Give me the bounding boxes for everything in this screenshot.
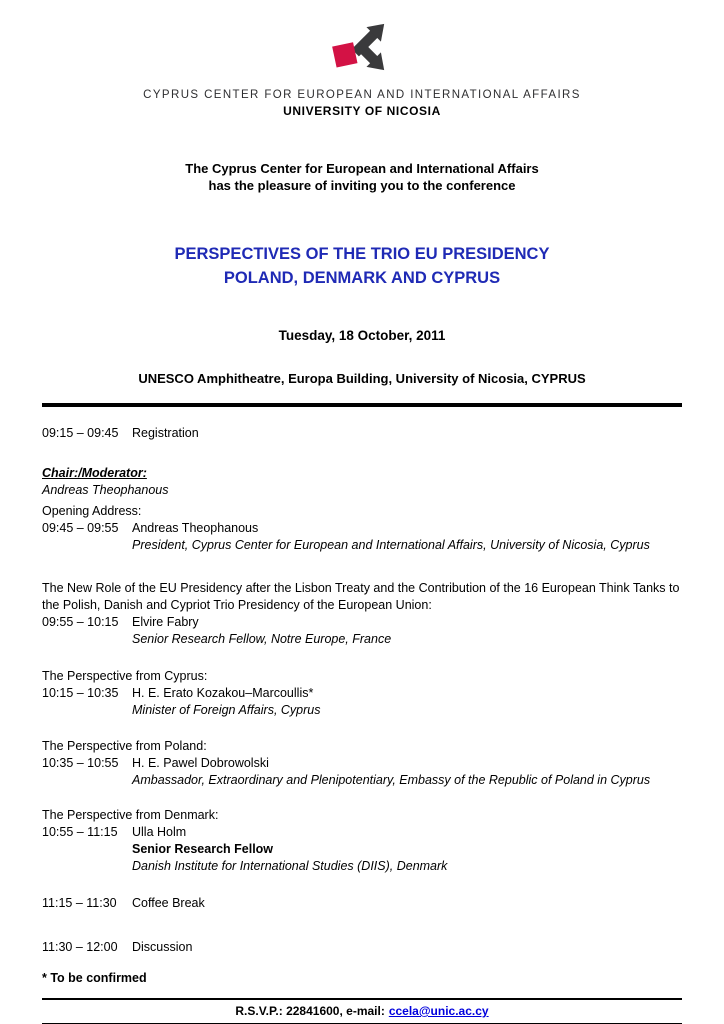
conference-venue: UNESCO Amphitheatre, Europa Building, University of Nicosia, CYPRUS bbox=[138, 371, 586, 386]
conference-title-line1: PERSPECTIVES OF THE TRIO EU PRESIDENCY bbox=[174, 245, 550, 263]
conference-title bbox=[42, 242, 682, 290]
schedule-row-cyprus bbox=[42, 685, 682, 702]
chair-name: Andreas Theophanous bbox=[42, 483, 169, 497]
opening-block bbox=[42, 503, 682, 554]
session-label: Registration bbox=[132, 426, 199, 440]
logo-icon bbox=[323, 14, 401, 80]
time-range: 11:15 – 11:30 bbox=[42, 896, 117, 910]
time-range: 09:55 – 10:15 bbox=[42, 615, 119, 629]
section-heading: The Perspective from Cyprus: bbox=[42, 669, 208, 683]
schedule-row-coffee bbox=[42, 895, 682, 912]
speaker-role: Senior Research Fellow, Notre Europe, France bbox=[132, 632, 392, 646]
session-label: Coffee Break bbox=[132, 896, 205, 910]
invitation-text bbox=[42, 160, 682, 194]
time-range: 10:55 – 11:15 bbox=[42, 825, 118, 839]
speaker-role: Ambassador, Extraordinary and Plenipotentiary, Embassy of the Republic of Poland in Cyprus bbox=[132, 773, 651, 787]
schedule bbox=[42, 425, 682, 956]
conference-date: Tuesday, 18 October, 2011 bbox=[278, 328, 446, 343]
rsvp-line bbox=[42, 1000, 682, 1023]
divider-thick bbox=[42, 403, 682, 407]
rsvp-email-link[interactable]: ccela@unic.ac.cy bbox=[388, 1004, 489, 1018]
schedule-row-denmark bbox=[42, 824, 682, 841]
schedule-row-poland bbox=[42, 755, 682, 772]
chair-block bbox=[42, 465, 682, 499]
chair-heading: Chair:/Moderator: bbox=[42, 466, 147, 480]
footnote: * To be confirmed bbox=[42, 971, 147, 985]
letterhead bbox=[42, 14, 682, 118]
section-heading: Opening Address: bbox=[42, 504, 142, 518]
rsvp-section bbox=[42, 998, 682, 1024]
schedule-row-think-tanks bbox=[42, 614, 682, 631]
time-range: 10:15 – 10:35 bbox=[42, 686, 119, 700]
speaker-role-org: Danish Institute for International Studies (DIIS), Denmark bbox=[132, 859, 448, 873]
invitation-line2: has the pleasure of inviting you to the conference bbox=[208, 178, 516, 193]
invitation-line1: The Cyprus Center for European and International Affairs bbox=[185, 161, 539, 176]
schedule-row-discussion bbox=[42, 939, 682, 956]
schedule-row-registration bbox=[42, 425, 682, 442]
section-heading: The Perspective from Poland: bbox=[42, 739, 207, 753]
speaker-name: Elvire Fabry bbox=[132, 615, 199, 629]
schedule-row-opening bbox=[42, 520, 682, 537]
speaker-role-title: Senior Research Fellow bbox=[132, 842, 274, 856]
speaker-name: Andreas Theophanous bbox=[132, 521, 259, 535]
speaker-role: Minister of Foreign Affairs, Cyprus bbox=[132, 703, 321, 717]
rsvp-text: R.S.V.P.: 22841600, e-mail: bbox=[235, 1004, 385, 1018]
university-name: UNIVERSITY OF NICOSIA bbox=[283, 104, 441, 118]
poland-block bbox=[42, 738, 682, 789]
section-heading: The New Role of the EU Presidency after the Lisbon Treaty and the Contribution of the 16 European Think Tanks to the Polish, Danish and Cypriot Trio Presidency of the European Union: bbox=[42, 581, 680, 612]
cyprus-block bbox=[42, 668, 682, 719]
time-range: 11:30 – 12:00 bbox=[42, 940, 118, 954]
conference-title-line2: POLAND, DENMARK AND CYPRUS bbox=[223, 269, 501, 287]
speaker-name: H. E. Pawel Dobrowolski bbox=[132, 756, 269, 770]
time-range: 09:45 – 09:55 bbox=[42, 521, 119, 535]
time-range: 09:15 – 09:45 bbox=[42, 426, 119, 440]
think-tanks-block bbox=[42, 580, 682, 648]
org-name: CYPRUS CENTER FOR EUROPEAN AND INTERNATIONAL AFFAIRS bbox=[143, 89, 581, 101]
speaker-name: H. E. Erato Kozakou–Marcoullis* bbox=[132, 686, 314, 700]
denmark-block bbox=[42, 807, 682, 875]
section-heading: The Perspective from Denmark: bbox=[42, 808, 219, 822]
speaker-name: Ulla Holm bbox=[132, 825, 187, 839]
time-range: 10:35 – 10:55 bbox=[42, 756, 119, 770]
session-label: Discussion bbox=[132, 940, 193, 954]
speaker-role: President, Cyprus Center for European and International Affairs, University of Nicosia, Cyprus bbox=[132, 538, 650, 552]
